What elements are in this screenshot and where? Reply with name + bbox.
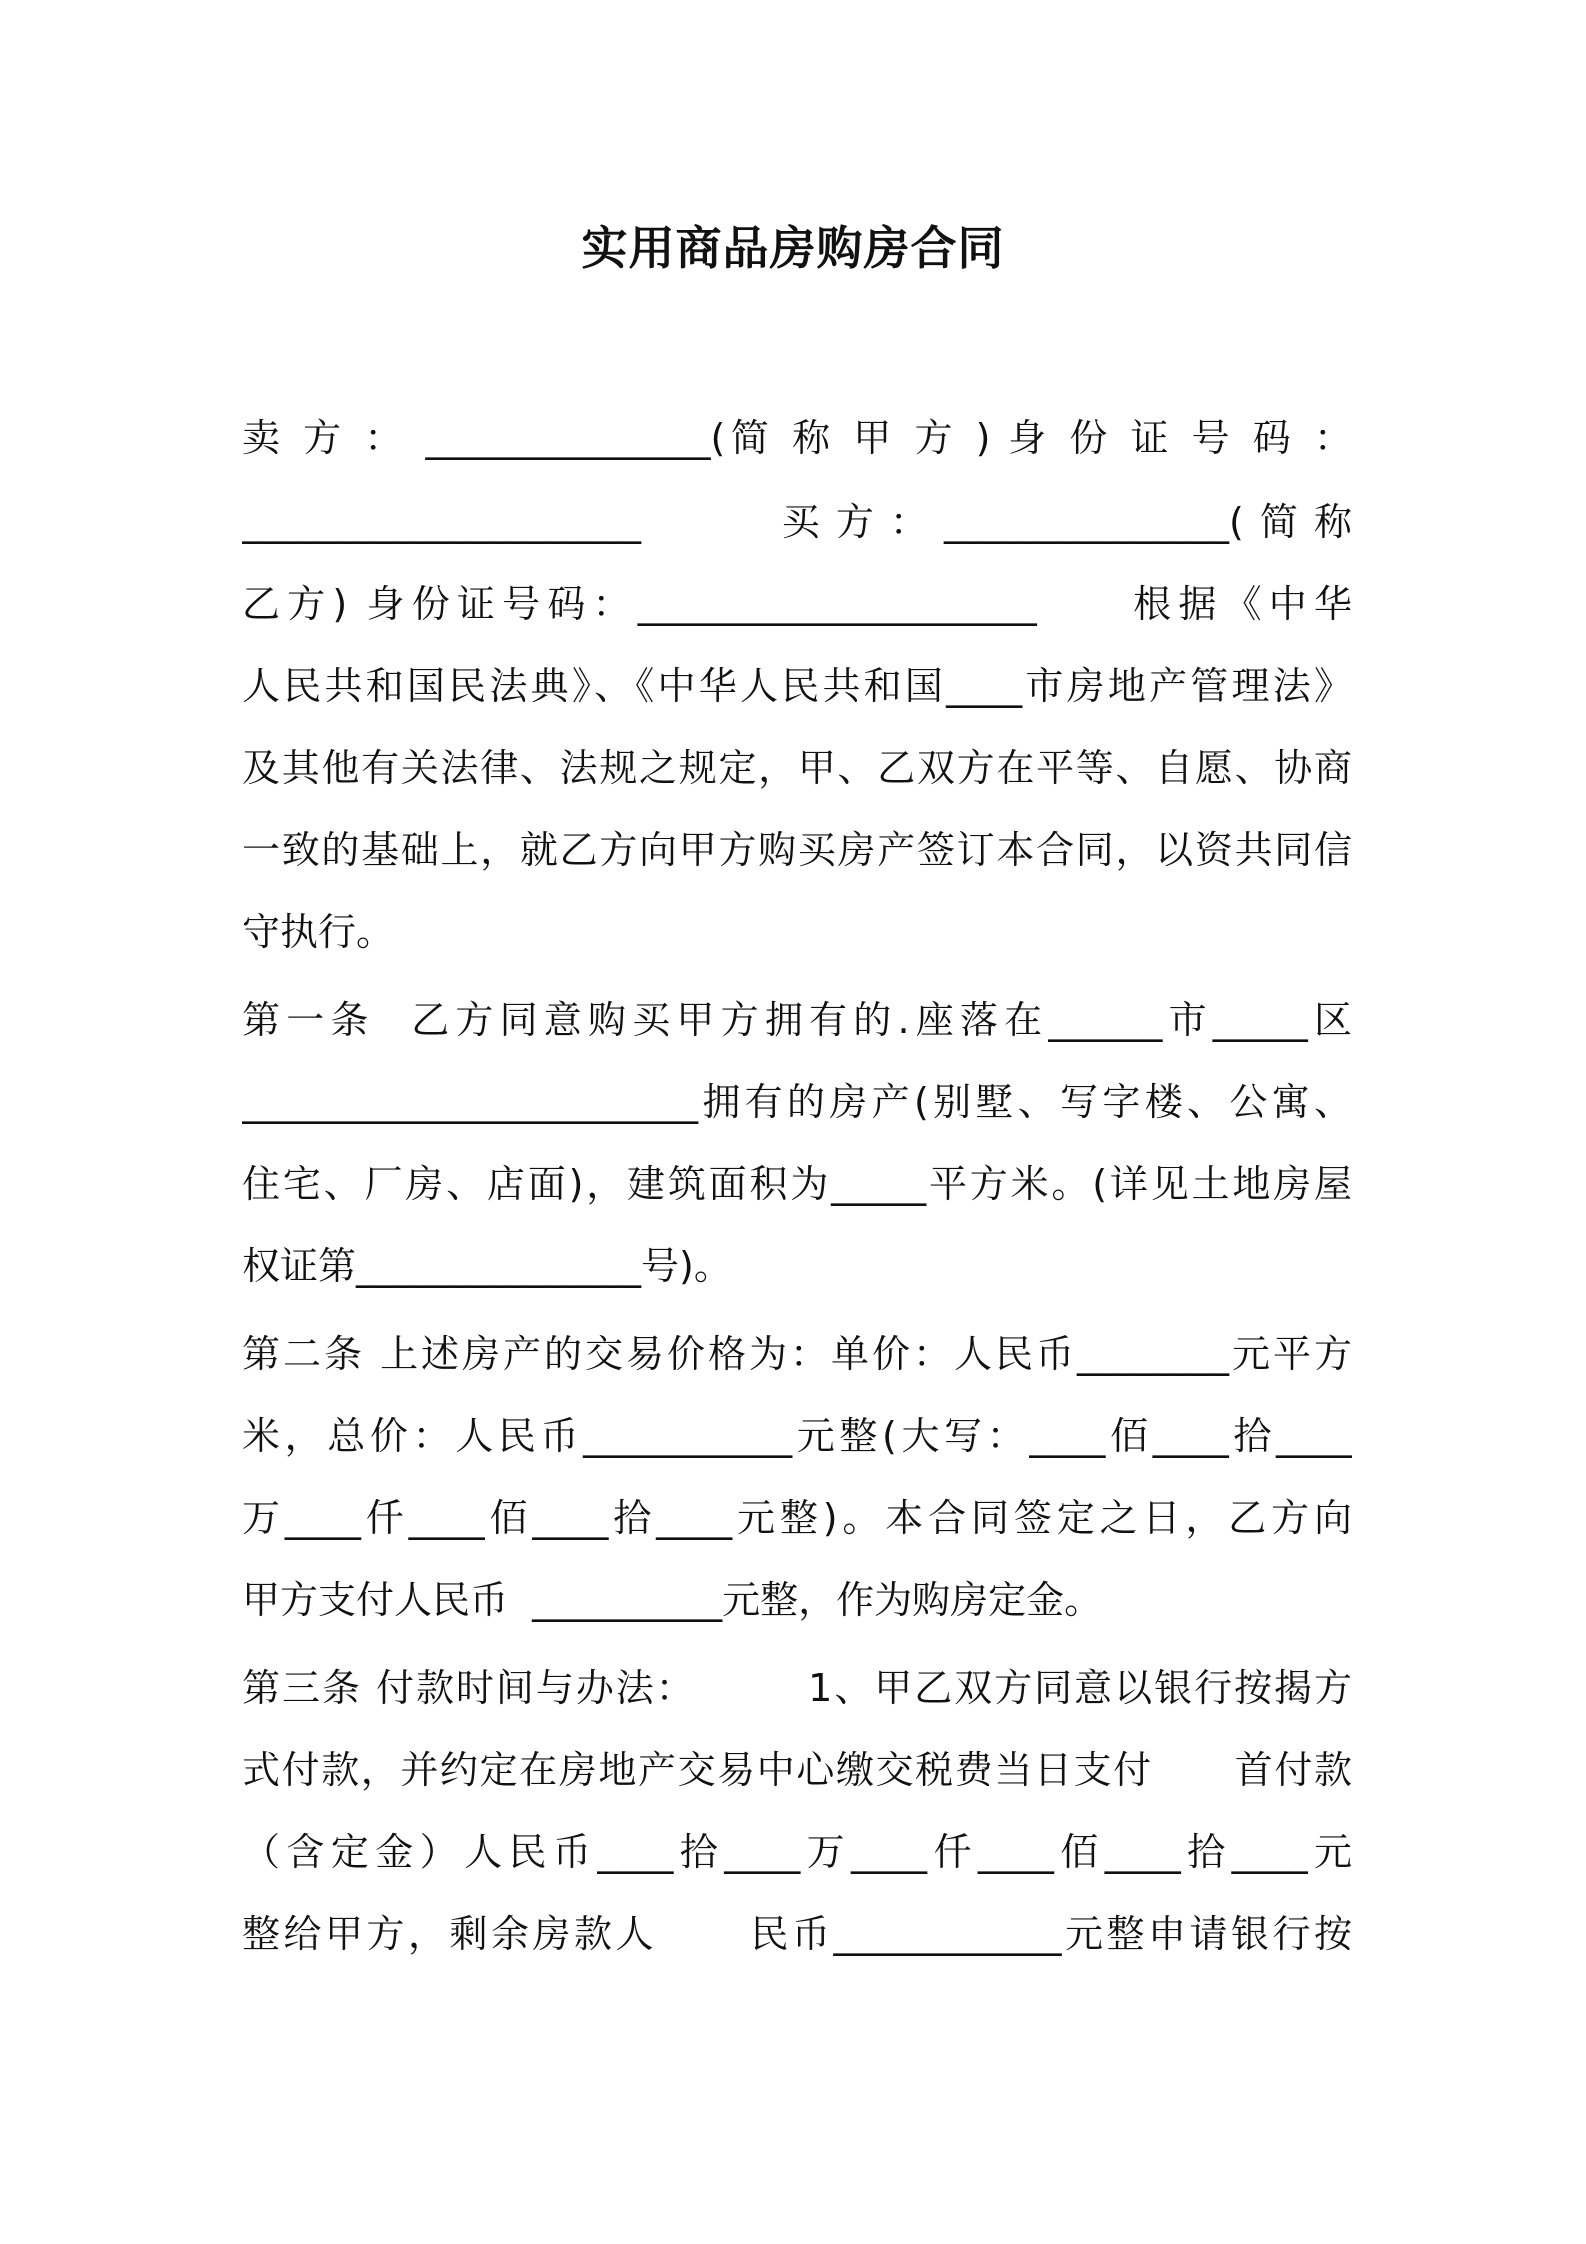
article-3-line-1: 第三条 付款时间与办法： 1、甲乙双方同意以银行按揭方 xyxy=(242,1666,1352,1710)
article-1-line-1: 第一条 乙方同意购买甲方拥有的.座落在______市_____区 xyxy=(242,998,1352,1042)
article-3-line-3: （含定金）人民币____拾____万____仟____佰____拾____元 xyxy=(242,1830,1352,1874)
text-line-4: 人民共和国民法典》、《中华人民共和国____市房地产管理法》 xyxy=(242,664,1352,708)
article-1-line-3: 住宅、厂房、店面)，建筑面积为_____平方米。(详见土地房屋 xyxy=(242,1162,1352,1206)
article-2-line-1: 第二条 上述房产的交易价格为：单价：人民币________元平方 xyxy=(242,1332,1352,1376)
text-line-2: _____________________ 买方：_______________(简称 xyxy=(242,500,1352,544)
text-line-1: 卖 方 ： _______________(简 称 甲 方 ) 身 份 证 号 码 ： xyxy=(242,416,1352,460)
document-title: 实用商品房购房合同 xyxy=(581,221,1005,275)
text-line-7: 守执行。 xyxy=(242,910,395,954)
article-2-line-4: 甲方支付人民币 __________元整，作为购房定金。 xyxy=(242,1578,1103,1622)
article-2-line-3: 万____仟____佰____拾____元整)。本合同签定之日，乙方向 xyxy=(242,1496,1352,1540)
article-3-line-4: 整给甲方，剩余房款人 民币____________元整申请银行按 xyxy=(242,1912,1352,1956)
article-1-line-4: 权证第_______________号)。 xyxy=(242,1244,732,1288)
article-2-line-2: 米，总价：人民币___________元整(大写：____佰____拾____ xyxy=(242,1414,1352,1458)
text-line-5: 及其他有关法律、法规之规定，甲、乙双方在平等、自愿、协商 xyxy=(242,746,1352,790)
text-line-3: 乙方) 身份证号码：_____________________ 根据《中华 xyxy=(242,582,1352,626)
article-3-line-2: 式付款，并约定在房地产交易中心缴交税费当日支付 首付款 xyxy=(242,1748,1352,1792)
text-line-6: 一致的基础上，就乙方向甲方购买房产签订本合同，以资共同信 xyxy=(242,828,1352,872)
article-1-line-2: ________________________拥有的房产(别墅、写字楼、公寓、 xyxy=(242,1080,1352,1124)
